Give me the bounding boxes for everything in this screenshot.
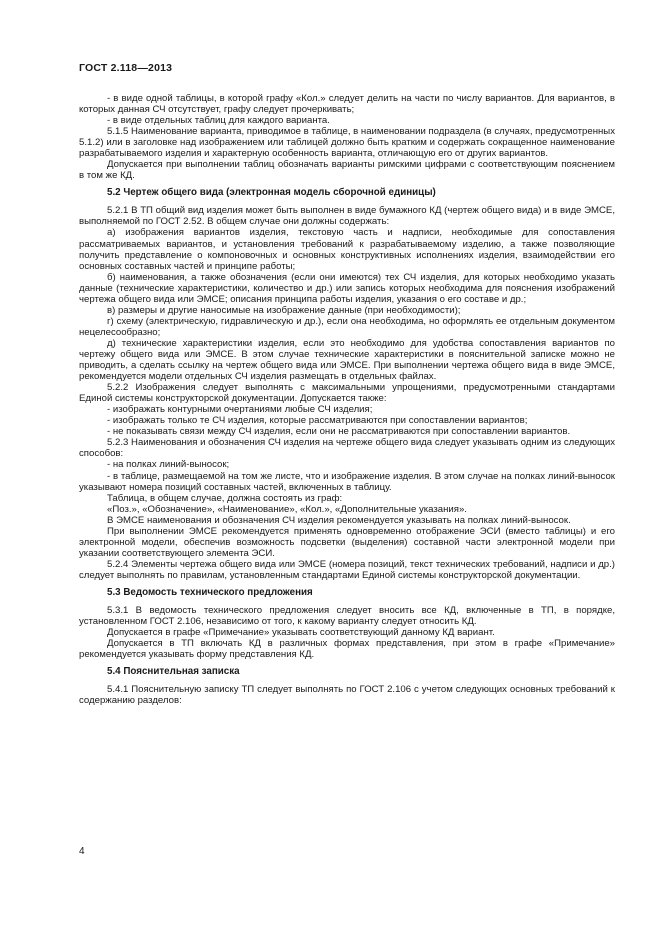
paragraph: в) размеры и другие наносимые на изображение данные (при необходимости); (107, 304, 461, 316)
paragraph: - не показывать связи между СЧ изделия, если они не рассматриваются при сопоставлении вариантов. (107, 426, 571, 438)
section-heading: 5.3 Ведомость технического предложения (107, 586, 313, 598)
paragraph: Таблица, в общем случае, должна состоять из граф: (107, 492, 343, 504)
paragraph: а) изображения вариантов изделия, текстовую часть и надписи, необходимые для сопоставления рассматриваемых вариантов, и установления требований к разрабатываемому изделию, а также позволяющие получить представление о компоновочных и основных конструктивных исполнениях изделия, взаимодействии его основных составных частей и принципе работы; (79, 227, 615, 272)
paragraph: В ЭМСЕ наименования и обозначения СЧ изделия рекомендуется указывать на полках линий-выносок. (107, 514, 571, 526)
section-heading: 5.2 Чертеж общего вида (электронная модель сборочной единицы) (107, 187, 436, 199)
paragraph: д) технические характеристики изделия, если это необходимо для удобства сопоставления вариантов по чертежу общего вида или ЭМСЕ. В этом случае технические характеристики в пояснительной записке можно не приводить, а сделать ссылку на чертеж общего вида или ЭМСЕ. При выполнении чертежа общего вида в виде ЭМСЕ, рекомендуется модели отдельных СЧ изделия размещать в отдельных файлах. (79, 337, 615, 383)
paragraph: 5.2.2 Изображения следует выполнять с максимальными упрощениями, предусмотренными стандартами Единой системы конструкторской документации. Допускается также: (79, 382, 615, 405)
paragraph: - в виде отдельных таблиц для каждого варианта. (107, 115, 330, 127)
paragraph: Допускается при выполнении таблиц обозначать варианты римскими цифрами с соответствующим пояснением в том же КД. (79, 159, 615, 182)
paragraph: При выполнении ЭМСЕ рекомендуется применять одновременно отображение ЭСИ (вместо таблицы) и его электронной модели, обеспечив возможность подсветки (выделения) составной части электронной модели при указании соответствующего элемента ЭСИ. (79, 525, 615, 559)
paragraph: - в таблице, размещаемой на том же листе, что и изображение изделия. В этом случае на полках линий-выносок указывают номера позиций составных частей, включенных в таблицу. (79, 470, 615, 493)
section-heading: 5.4 Пояснительная записка (107, 666, 240, 678)
paragraph: 5.2.4 Элементы чертежа общего вида или ЭМСЕ (номера позиций, текст технических требований, надписи и др.) следует выполнять по правилам, установленным стандартами Единой системы конструкторской документации. (79, 558, 615, 581)
paragraph: Допускается в графе «Примечание» указывать соответствующий данному КД вариант. (107, 627, 495, 639)
paragraph: - изображать контурными очертаниями любые СЧ изделия; (107, 404, 373, 416)
paragraph: 5.2.1 В ТП общий вид изделия может быть выполнен в виде бумажного КД (чертеж общего вида) и в виде ЭМСЕ, выполняемой по ГОСТ 2.52. В общем случае они должны содержать: (79, 205, 615, 228)
document-body (79, 93, 615, 706)
page-number: 4 (79, 846, 85, 857)
paragraph: г) схему (электрическую, гидравлическую и др.), если она необходима, но оформлять ее отдельным документом нецелесообразно; (79, 315, 615, 338)
paragraph: 5.1.5 Наименование варианта, приводимое в таблице, в наименовании подраздела (в случаях, предусмотренных 5.1.2) или в заголовке над изображением или таблицей должно быть кратким и содержать сокращенное наименование разрабатываемого изделия и характерную особенность варианта, отличающую его от других вариантов. (79, 126, 615, 160)
page-header: ГОСТ 2.118—2013 (79, 62, 173, 74)
paragraph: - в виде одной таблицы, в которой графу «Кол.» следует делить на части по числу вариантов. Для вариантов, в которых данная СЧ отсутствует, графу следует прочеркивать; (79, 93, 615, 116)
paragraph: «Поз.», «Обозначение», «Наименование», «Кол.», «Дополнительные указания». (107, 503, 467, 515)
paragraph: - на полках линий-выносок; (107, 459, 230, 471)
paragraph: б) наименования, а также обозначения (если они имеются) тех СЧ изделия, для которых необходимо указать данные (технические характеристики, количество и др.) или запись которых необходима для пояснения изображений чертежа общего вида или ЭМСЕ; описания принципа работы изделия, указания о его составе и др.; (79, 271, 615, 305)
paragraph: - изображать только те СЧ изделия, которые рассматриваются при сопоставлении вариантов; (107, 415, 528, 427)
paragraph: Допускается в ТП включать КД в различных формах представления, при этом в графе «Примечание» рекомендуется указывать форму представления КД. (79, 638, 615, 661)
paragraph: 5.4.1 Пояснительную записку ТП следует выполнять по ГОСТ 2.106 с учетом следующих основных требований к содержанию разделов: (79, 684, 615, 707)
paragraph: 5.3.1 В ведомость технического предложения следует вносить все КД, включенные в ТП, в порядке, установленном ГОСТ 2.106, независимо от того, к какому варианту следует относить КД. (79, 604, 615, 628)
paragraph: 5.2.3 Наименования и обозначения СЧ изделия на чертеже общего вида следует указывать одним из следующих способов: (79, 437, 615, 460)
